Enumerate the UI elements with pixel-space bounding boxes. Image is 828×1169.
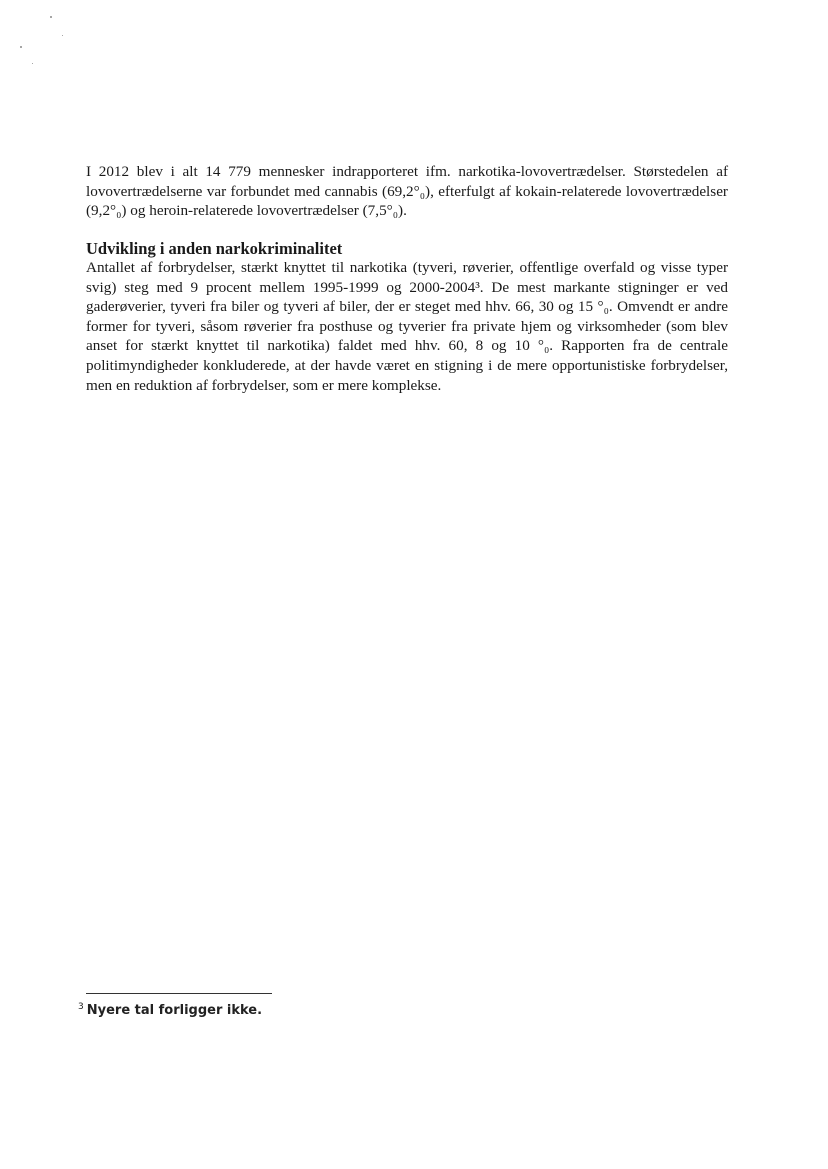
scan-speck [50, 16, 52, 18]
scan-speck [62, 35, 63, 36]
footnote [78, 1002, 262, 1018]
section-heading: Udvikling i anden narkokriminalitet [86, 239, 343, 258]
footnote-divider [86, 993, 272, 994]
footnote-text: Nyere tal forligger ikke. [86, 1003, 263, 1018]
scan-speck [32, 63, 33, 64]
body-paragraph: Antallet af forbrydelser, stærkt knyttet til narkotika (tyveri, røverier, offentlige overfald og visse typer svig) steg med 9 procent mellem 1995-1999 og 2000-2004³. De mest markante stigninger er ved gaderøverier, tyveri fra biler og tyveri af biler, der er steget med hhv. 66, 30 og 15 °₀. Omvendt er andre former for tyveri, såsom røverier fra posthuse og tyverier fra private hjem og virksomheder (som blev anset for stærkt knyttet til narkotika) faldet med hhv. 60, 8 og 10 °₀. Rapporten fra de centrale politimyndigheder konkluderede, at der havde været en stigning i de mere opportunistiske forbrydelser, men en reduktion af forbrydelser, som er mere komplekse. [86, 259, 728, 394]
scan-speck [20, 46, 22, 48]
footnote-number: 3 [78, 1002, 84, 1012]
intro-paragraph: I 2012 blev i alt 14 779 mennesker indrapporteret ifm. narkotika-lovovertrædelser. Størstedelen af lovovertrædelserne var forbundet med cannabis (69,2°₀), efterfulgt af kokain-relaterede lovovertrædelser (9,2°₀) og heroin-relaterede lovovertrædelser (7,5°₀). [86, 163, 728, 220]
